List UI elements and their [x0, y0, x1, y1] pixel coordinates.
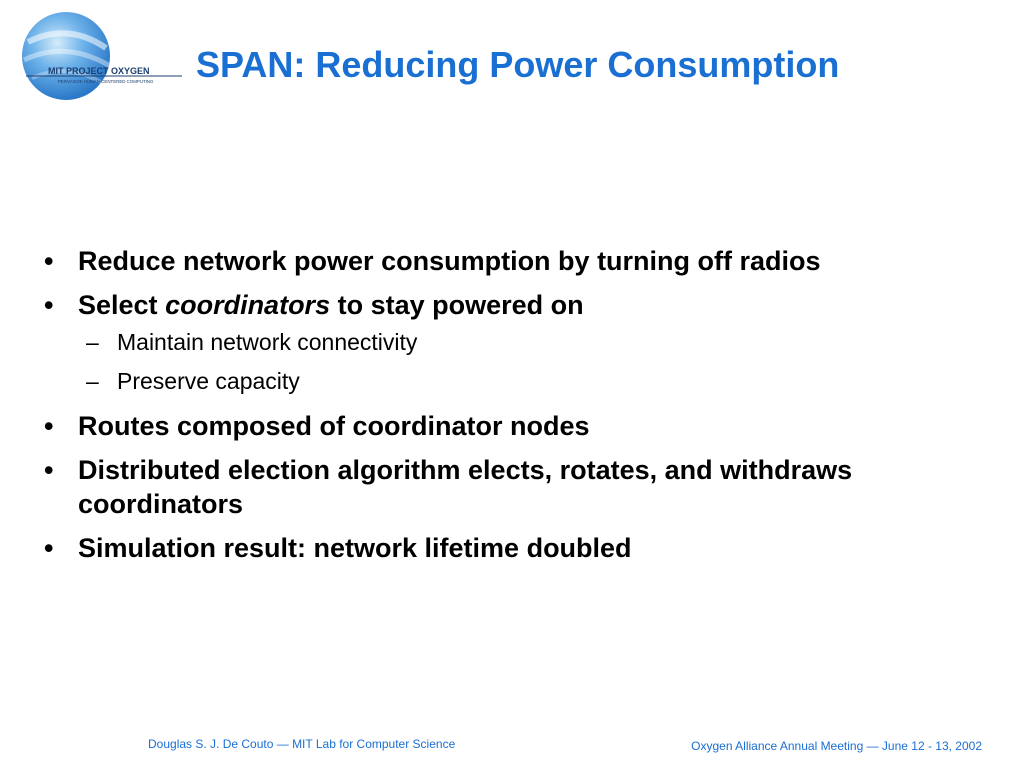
- dash-marker: –: [86, 329, 99, 355]
- bullet-2: [44, 288, 994, 322]
- oxygen-globe-icon: [18, 12, 188, 104]
- logo-line2: PERVASIVE HUMAN-CENTERED COMPUTING: [58, 79, 154, 84]
- bullet-3: [44, 409, 994, 443]
- logo-line1: MIT PROJECT OXYGEN: [48, 66, 150, 76]
- slide-content: [44, 244, 994, 575]
- footer-event: Oxygen Alliance Annual Meeting — June 12 - 13, 2002: [691, 739, 982, 753]
- bullet-4-text: Distributed election algorithm elects, rotates, and withdraws coordinators: [78, 455, 853, 519]
- bullet-2-pre: Select: [78, 290, 166, 320]
- mit-project-oxygen-logo: [18, 12, 188, 104]
- bullet-5: [44, 531, 994, 565]
- dash-marker: –: [86, 368, 99, 394]
- bullet-2-post: to stay powered on: [330, 290, 584, 320]
- footer-author: Douglas S. J. De Couto — MIT Lab for Computer Science: [148, 737, 456, 751]
- subbullet-2: [86, 367, 994, 395]
- bullet-2-emphasis: coordinators: [165, 290, 331, 320]
- subbullet-2-text: Preserve capacity: [117, 368, 300, 394]
- subbullet-1-text: Maintain network connectivity: [117, 329, 418, 355]
- bullet-1: [44, 244, 994, 278]
- bullet-marker: •: [44, 533, 54, 563]
- bullet-4: [44, 453, 994, 521]
- bullet-5-text: Simulation result: network lifetime doubled: [78, 533, 632, 563]
- bullet-marker: •: [44, 246, 54, 276]
- bullet-2-text: [78, 288, 994, 322]
- slide-title: SPAN: Reducing Power Consumption: [196, 44, 840, 85]
- bullet-marker: •: [44, 290, 54, 320]
- bullet-1-text: Reduce network power consumption by turning off radios: [78, 246, 821, 276]
- subbullet-1: [86, 328, 994, 356]
- bullet-3-text: Routes composed of coordinator nodes: [78, 411, 590, 441]
- bullet-marker: •: [44, 411, 54, 441]
- bullet-marker: •: [44, 455, 54, 485]
